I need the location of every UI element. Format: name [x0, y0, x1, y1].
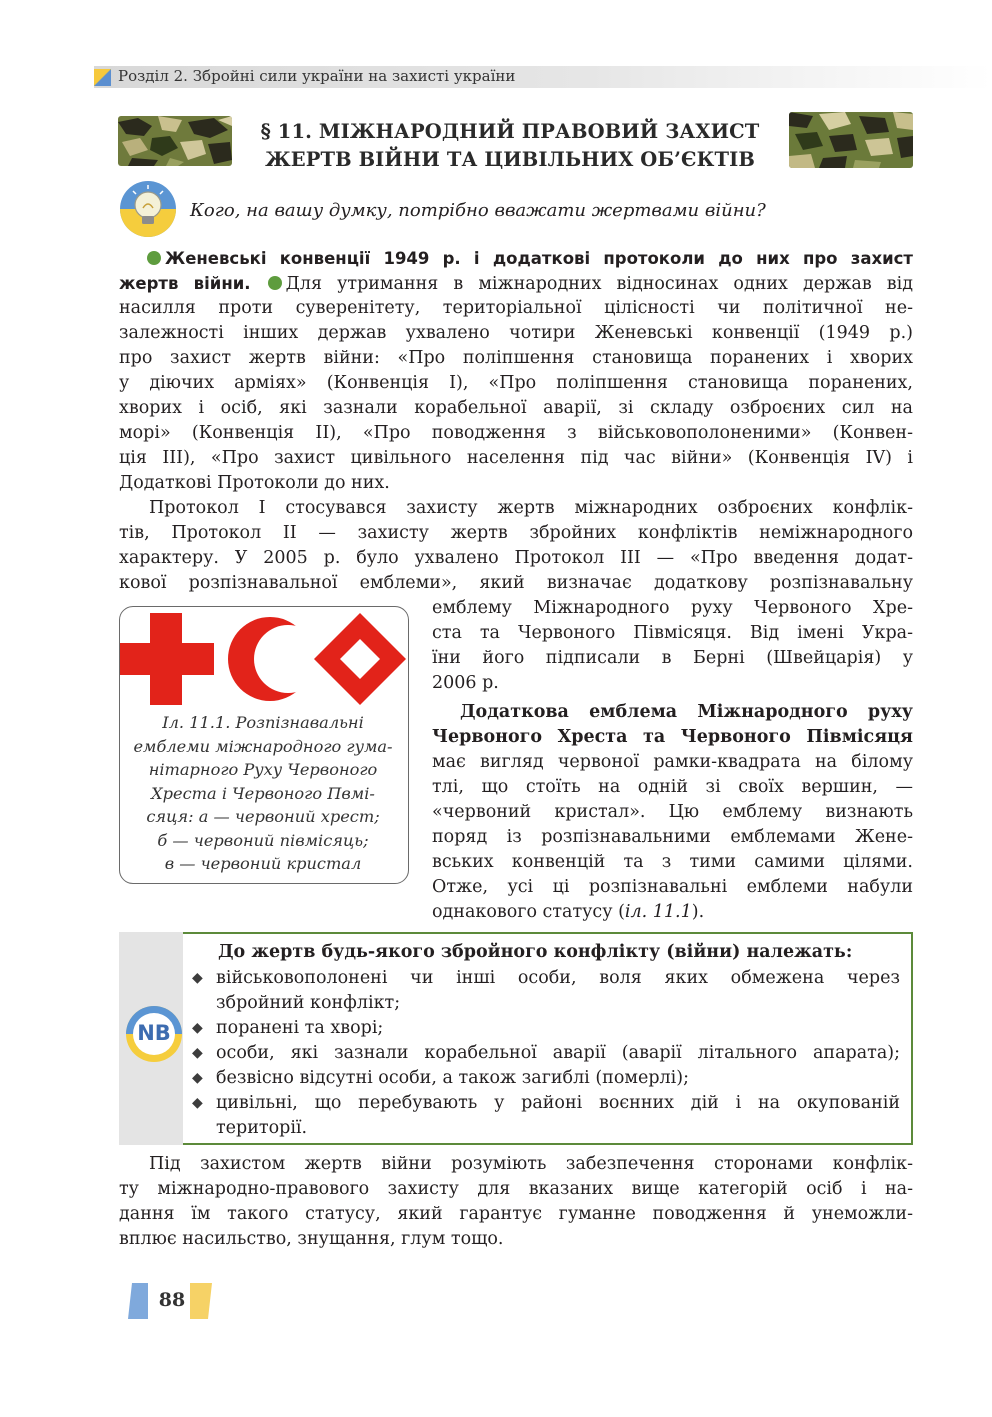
- green-dot-bullet: [268, 276, 282, 290]
- paragraph-line: тів, Протокол ІІ — захисту жертв збройних конфліктів неміжнародного: [119, 523, 913, 543]
- paragraph-line: емблему Міжнародного руху Червоного Хре-: [432, 598, 913, 618]
- diamond-bullet-icon: ◆: [192, 970, 203, 986]
- figure-caption: Іл. 11.1. Розпізнавальні емблеми міжнародного гума- нітарного Руху Червоного Хреста і Червоного Пвмі- сяця: а — червоний хрест; б — червоний півмісяць; в — червоний кристал: [133, 713, 393, 873]
- paragraph-protocols-continued: [432, 596, 913, 696]
- paragraph-line: залежності інших держав ухвалено чотири Женевські конвенції (1949 р.): [119, 323, 913, 343]
- intro-question: Кого, на вашу думку, потрібно вважати жертвами війни?: [190, 200, 766, 221]
- subheading-line: [119, 246, 913, 271]
- paragraph-line: дання їм такого статусу, який гарантує гуманне поводження й унеможли-: [119, 1204, 913, 1224]
- paragraph-line: характеру. У 2005 р. було ухвалено Протокол ІІІ — «Про введення додат-: [119, 548, 913, 568]
- green-dot-bullet: [147, 251, 161, 265]
- page-number: 88: [158, 1289, 186, 1311]
- paragraph-line: тлі, що стоїть на одній зі своїх вершин, —: [432, 777, 913, 797]
- paragraph-line: Під захистом жертв війни розуміють забезпечення сторонами конфлік-: [149, 1154, 913, 1174]
- red-crescent-emblem: [228, 617, 322, 701]
- emblems-graphic: [120, 607, 409, 707]
- paragraph-line: морі» (Конвенція ІІ), «Про поводження з військовополоненими» (Конвен-: [119, 423, 913, 443]
- paragraph-line: ста та Червоного Півмісяця. Від імені Укра-: [432, 623, 913, 643]
- figure-emblems: [119, 606, 409, 884]
- lightbulb-icon: [119, 180, 177, 238]
- running-header: [94, 66, 992, 88]
- paragraph-line: поряд із розпізнавальними емблемами Жене-: [432, 827, 913, 847]
- nb-list-item: ◆ особи, які зазнали корабельної аварії (аварії літального апарата);: [192, 1041, 900, 1066]
- section-title-line-2: ЖЕРТВ ВІЙНИ ТА ЦИВІЛЬНИХ ОБ’ЄКТІВ: [265, 148, 755, 171]
- paragraph-line: їни його підписали в Берні (Швейцарія) у: [432, 648, 913, 668]
- nb-list-item: ◆ військовополонені чи інші особи, воля яких обмежена через збройний конфлікт;: [192, 968, 900, 1013]
- diamond-bullet-icon: ◆: [192, 1070, 203, 1086]
- paragraph-line-bold: Червоного Хреста та Червоного Півмісяця: [432, 727, 913, 747]
- paragraph-line: жертв війни. Для утримання в міжнародних відносинах одних держав від: [119, 274, 913, 294]
- paragraph-emblem: [432, 700, 913, 925]
- diamond-bullet-icon: ◆: [192, 1045, 203, 1061]
- figure-reference: іл. 11.1: [624, 902, 692, 922]
- paragraph-line: має вигляд червоної рамки-квадрата на білому: [432, 752, 913, 772]
- nb-heading: До жертв будь-якого збройного конфлікту (війни) належать:: [218, 942, 853, 962]
- header-corner-mark: [94, 69, 111, 86]
- section-title-line-1: § 11. МІЖНАРОДНИЙ ПРАВОВИЙ ЗАХИСТ: [260, 120, 760, 143]
- paragraph-line: вплює насильство, знущання, глум тощо.: [119, 1229, 504, 1249]
- camouflage-decoration-left: [118, 116, 232, 166]
- paragraph-line: Додаткові Протоколи до них.: [119, 473, 390, 493]
- subheading-text: Женевські конвенції 1949 р. і додаткові протоколи до них про захист: [165, 249, 913, 268]
- nb-icon-label: NB: [137, 1021, 171, 1045]
- paragraph-line: хворих і осіб, які зазнали корабельної аварії, зі складу озброєних сил на: [119, 398, 913, 418]
- section-title: [234, 118, 786, 174]
- paragraph-line: вських конвенцій та з тими самими цілями.: [432, 852, 913, 872]
- diamond-bullet-icon: ◆: [192, 1020, 203, 1036]
- paragraph-line: про захист жертв війни: «Про поліпшення становища поранених і хворих: [119, 348, 913, 368]
- camouflage-decoration-right: [789, 112, 913, 168]
- paragraph-line: Отже, усі ці розпізнавальні емблеми набули: [432, 877, 913, 897]
- paragraph-geneva: [119, 246, 913, 496]
- nb-list-item: ◆ безвісно відсутні особи, а також загиблі (померлі);: [192, 1066, 900, 1091]
- nb-list-item: ◆ поранені та хворі;: [192, 1016, 900, 1041]
- subheading-text-end: жертв війни.: [119, 274, 251, 293]
- running-header-text: Розділ 2. Збройні сили україни на захисті україни: [118, 67, 516, 85]
- paragraph-line: ту міжнародно-правового захисту для вказаних вище категорій осіб і на-: [119, 1179, 913, 1199]
- paragraph-protocols: [119, 496, 913, 596]
- red-cross-emblem: [120, 613, 214, 705]
- nb-icon: [124, 1004, 184, 1068]
- paragraph-line-bold: Додаткова емблема Міжнародного руху: [460, 702, 913, 722]
- red-crystal-emblem: [314, 613, 406, 705]
- paragraph-protection: [119, 1152, 913, 1252]
- paragraph-line: Протокол І стосувався захисту жертв міжнародних озброєних конфлік-: [149, 498, 913, 518]
- paragraph-line: насилля проти суверенітету, територіальної цілісності чи політичної не-: [119, 298, 913, 318]
- paragraph-line: кової розпізнавальної емблеми», який визначає додаткову розпізнавальну: [119, 573, 913, 593]
- diamond-bullet-icon: ◆: [192, 1095, 203, 1111]
- paragraph-line: 2006 р.: [432, 673, 499, 693]
- nb-list-item: ◆ цивільні, що перебувають у районі воєнних дій і на окупованій території.: [192, 1093, 900, 1138]
- paragraph-line: ція ІІІ), «Про захист цивільного населення під час війни» (Конвенція IV) і: [119, 448, 913, 468]
- paragraph-line: однакового статусу (іл. 11.1).: [432, 902, 705, 922]
- paragraph-line: «червоний кристал». Цю емблему визнають: [432, 802, 913, 822]
- paragraph-line: у діючих арміях» (Конвенція І), «Про поліпшення становища поранених,: [119, 373, 913, 393]
